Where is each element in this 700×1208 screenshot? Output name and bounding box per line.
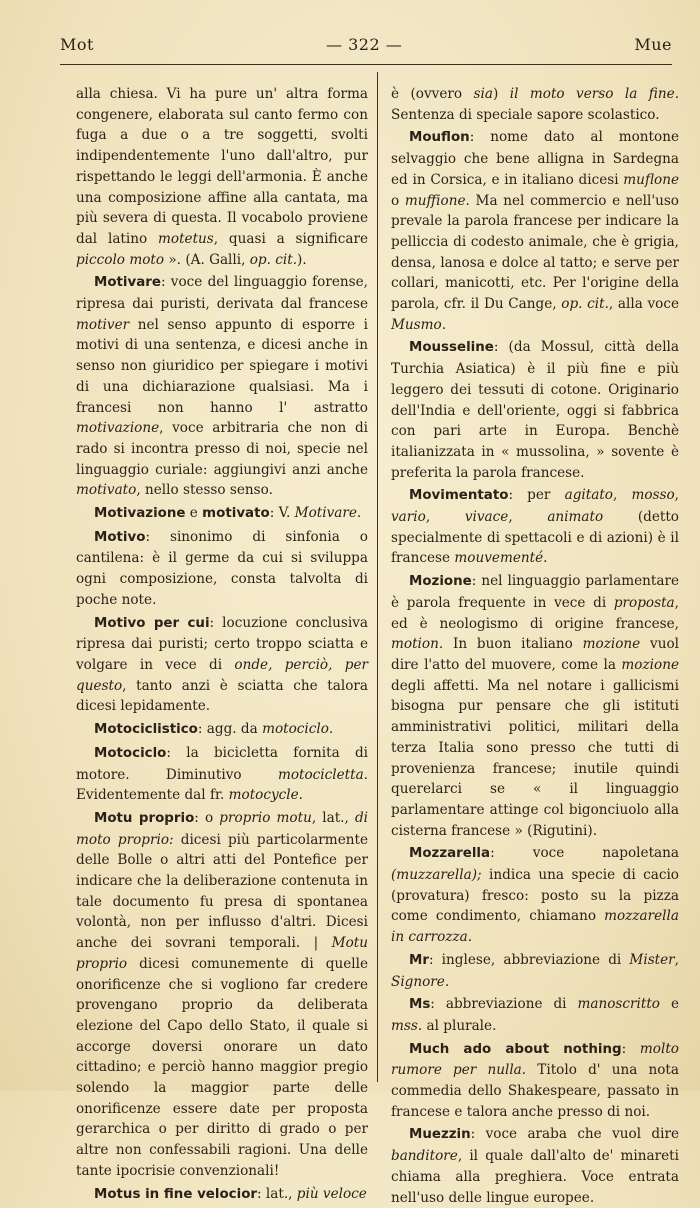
entry-text: ). bbox=[297, 251, 307, 268]
entry-text: : la bicicletta fornita di motore. Diminutivo bbox=[76, 744, 368, 783]
entry-text: : V. bbox=[269, 505, 295, 522]
entry-text: : o bbox=[194, 809, 220, 826]
dictionary-entry bbox=[76, 1184, 368, 1206]
dictionary-entry bbox=[391, 950, 679, 992]
italic-term: più veloce bbox=[296, 1185, 367, 1202]
italic-term: muflone bbox=[623, 171, 679, 188]
entry-text: ». (A. Galli, bbox=[164, 251, 250, 268]
italic-term: Musmo bbox=[391, 316, 442, 333]
entry-text: . bbox=[543, 550, 548, 567]
header-rule bbox=[60, 64, 672, 65]
entry-headword: Much ado about nothing bbox=[409, 1041, 622, 1057]
dictionary-entry bbox=[76, 503, 368, 525]
italic-term: motiver bbox=[76, 316, 130, 333]
dictionary-entry bbox=[391, 1039, 679, 1123]
italic-term: banditore bbox=[391, 1148, 458, 1165]
italic-term: agitato bbox=[564, 487, 613, 504]
italic-term: manoscritto bbox=[577, 996, 660, 1013]
entry-text: . Evidentemente dal fr. bbox=[76, 766, 368, 804]
header-right-guideword: Mue bbox=[634, 34, 672, 54]
italic-term: motion bbox=[391, 636, 439, 653]
italic-term: motociclo bbox=[262, 721, 329, 738]
entry-text: . bbox=[467, 929, 473, 946]
italic-term: Motivare bbox=[294, 505, 357, 522]
italic-term: proprio motu bbox=[219, 809, 312, 826]
entry-headword: Muezzin bbox=[409, 1127, 471, 1143]
entry-text: : abbreviazione di bbox=[430, 996, 578, 1013]
italic-term: vivace bbox=[464, 509, 509, 526]
entry-text: al plurale. bbox=[422, 1017, 497, 1034]
italic-term: piccolo moto bbox=[76, 251, 165, 268]
entry-headword: Mozzarella bbox=[409, 846, 491, 862]
italic-term: Mister bbox=[629, 951, 675, 968]
entry-headword: Mousseline bbox=[409, 340, 494, 356]
italic-term: motocicletta bbox=[277, 766, 364, 783]
entry-text: e bbox=[185, 505, 203, 522]
entry-headword: Motivo per cui bbox=[94, 615, 210, 631]
dictionary-entry bbox=[391, 337, 679, 483]
entry-text: : voce del linguaggio forense, ripresa dai puristi, derivata dal francese bbox=[76, 274, 368, 313]
entry-text: : sinonimo di sinfonia o cantilena: è il germe da cui si sviluppa ogni composizione, consta talvolta di poche note. bbox=[76, 528, 368, 608]
italic-term: op. cit. bbox=[561, 296, 609, 313]
dictionary-entry bbox=[76, 743, 368, 806]
entry-text: , bbox=[674, 487, 679, 504]
entry-headword: Mr bbox=[409, 952, 429, 968]
entry-text: è (ovvero bbox=[391, 86, 474, 102]
entry-text: : bbox=[621, 1040, 640, 1057]
italic-term: motocycle bbox=[228, 787, 299, 804]
italic-term: mosso bbox=[631, 487, 675, 504]
italic-term: mozione bbox=[621, 656, 679, 673]
entry-text: , bbox=[674, 951, 679, 968]
italic-term: Signore bbox=[391, 973, 445, 990]
entry-text: vuol dire l'atto del muovere, come la bbox=[391, 636, 679, 673]
italic-term: mozione bbox=[582, 636, 641, 653]
dictionary-entry bbox=[391, 571, 679, 841]
italic-term: motetus bbox=[158, 230, 214, 247]
italic-term: mss. bbox=[391, 1017, 423, 1034]
entry-text: : voce napoletana bbox=[490, 845, 679, 862]
entry-text: : nome dato al montone selvaggio che bene alligna in Sardegna ed in Corsica, e in italiano dicesi bbox=[391, 129, 679, 188]
entry-text: : agg. da bbox=[197, 721, 263, 738]
italic-term: mozzarella in carrozza bbox=[391, 908, 679, 946]
continued-text bbox=[76, 84, 368, 270]
entry-text: , quasi a significare bbox=[213, 230, 369, 247]
entry-text: indica una specie di cacio (provatura) fresco: posto su la pizza come condimento, chiamano bbox=[391, 867, 679, 925]
italic-term: op. cit. bbox=[249, 251, 298, 268]
entry-text: dicesi comunemente di quelle onorificenze che si vogliono far credere provengano proprio da deliberata elezione del Capo dello Stato, il quale si accorge doversi onorare un dato cittadino; e perciò hanno maggior pregio solendo la maggior parte delle onorificenze essere date per proposta gerarchica o per diritto di grado o per altre non confessabili ragioni. Una delle tante ipocrisie convenzionali! bbox=[76, 955, 368, 1179]
italic-term: animato bbox=[547, 509, 604, 526]
dictionary-entry bbox=[391, 1124, 679, 1208]
entry-text: . bbox=[298, 787, 303, 804]
column-divider bbox=[377, 72, 378, 1082]
italic-term: motivazione bbox=[76, 420, 160, 437]
entry-headword: Ms bbox=[409, 997, 431, 1013]
entry-text: dicesi più particolarmente delle Bolle o altri atti del Pontefice per indicare che la deliberazione contenuta in tale documento fu presa di spontanea volontà, non per influsso d'altri. Dicesi anche dei sovrani temporali. | bbox=[76, 831, 368, 952]
italic-term: molto rumore per nulla bbox=[391, 1040, 679, 1079]
italic-term: mouvementé bbox=[454, 550, 544, 567]
entry-text: (detto specialmente di spettacoli e di azioni) è il francese bbox=[391, 509, 679, 567]
italic-term: motivato bbox=[76, 482, 137, 499]
entry-text: : voce araba che vuol dire bbox=[470, 1126, 679, 1143]
dictionary-entry bbox=[391, 994, 679, 1036]
running-header bbox=[60, 32, 672, 56]
entry-headword: Movimentato bbox=[409, 488, 509, 504]
entry-text: nel senso appunto di esporre i motivi di una sentenza, e dicesi anche in senso non giuridico per spiegare i motivi di una dichiarazione qualsiasi. Ma i francesi non hanno l' astratto bbox=[76, 316, 368, 416]
entry-text: , lat., bbox=[311, 809, 355, 826]
dictionary-entry bbox=[391, 843, 679, 948]
italic-term: (muzzarella); bbox=[391, 867, 482, 884]
entry-text: : per bbox=[508, 487, 565, 504]
entry-text: . bbox=[441, 316, 447, 333]
entry-text: o bbox=[391, 192, 405, 209]
right-column bbox=[391, 84, 679, 1208]
entry-text: : lat., bbox=[257, 1185, 297, 1202]
italic-term: vario bbox=[391, 509, 426, 526]
dictionary-entry bbox=[391, 485, 679, 569]
entry-text: e bbox=[659, 996, 679, 1013]
entry-headword: motivato bbox=[202, 506, 270, 522]
dictionary-entry bbox=[76, 808, 368, 1182]
entry-text: . bbox=[328, 721, 334, 738]
dictionary-entry bbox=[76, 719, 368, 741]
entry-text: . bbox=[356, 505, 362, 522]
dictionary-entry bbox=[76, 613, 368, 718]
italic-term: proposta bbox=[613, 594, 675, 611]
entry-text: alla chiesa. Vi ha pure un' altra forma congenere, elaborata sul canto fermo con fuga a due o a tre soggetti, svolti indipendentemente l'uno dall'altro, pur rispettando le leggi dell'armonia. È anche una composizione affine alla cantata, ma più severa di questa. Il vocabolo proviene dal latino bbox=[76, 86, 368, 247]
italic-term: sia bbox=[473, 86, 493, 102]
entry-headword: Motus in fine velocior bbox=[94, 1186, 258, 1202]
entry-text: . bbox=[444, 973, 450, 990]
entry-headword: Motivare bbox=[94, 275, 161, 291]
entry-headword: Motociclo bbox=[94, 745, 167, 761]
entry-text: . Titolo d' una nota commedia dello Shakespeare, passato in francese e talora anche presso di noi. bbox=[391, 1062, 679, 1120]
entry-headword: Motociclistico bbox=[94, 722, 198, 738]
entry-text: degli affetti. Ma nel notare i gallicismi bisogna pur pensare che gli istituti amministrativi politici, militari della terza Italia sono presso che tutti di provenienza francese; inutile quindi querelarci se « il linguaggio parlamentare attinge col bigonciuolo alla cisterna francese » (Rigutini). bbox=[391, 677, 679, 839]
dictionary-entry bbox=[76, 527, 368, 611]
italic-term: il moto verso la fine bbox=[509, 86, 675, 102]
italic-term: di moto proprio: bbox=[76, 809, 368, 848]
entry-headword: Motivo bbox=[94, 529, 146, 545]
entry-headword: Motu proprio bbox=[94, 810, 195, 826]
entry-text: . Ma nel commercio e nell'uso prevale la parola francese per indicare la pelliccia di codesto animale, che è grigia, densa, lanosa e dolce al tatto; e serve per collari, manicotti, etc. Per l'origine della parola, cfr. il Du Cange, bbox=[391, 192, 679, 313]
entry-headword: Mozione bbox=[409, 574, 472, 590]
entry-text: : nel linguaggio parlamentare è parola frequente in vece di bbox=[391, 573, 679, 611]
italic-term: onde, perciò, per questo bbox=[76, 656, 368, 694]
page-number: — 322 — bbox=[326, 34, 403, 54]
entry-text: . Sentenza di speciale sapore scolastico. bbox=[391, 86, 680, 123]
entry-headword: Motivazione bbox=[94, 506, 186, 522]
entry-text: , tanto anzi è sciatta che talora dicesi lepidamente. bbox=[76, 677, 368, 715]
entry-text: , il quale dall'alto de' minareti chiama alla preghiera. Voce entrata nell'uso delle lingue europee. bbox=[391, 1148, 679, 1206]
entry-text: ) bbox=[492, 86, 510, 102]
entry-text: , bbox=[425, 509, 465, 526]
entry-text: , nello stesso senso. bbox=[136, 482, 273, 499]
entry-headword: Mouflon bbox=[409, 130, 470, 146]
entry-text: : locuzione conclusiva ripresa dai puristi; certo troppo sciatta e volgare in vece di bbox=[76, 614, 368, 673]
entry-text: , ed è neologismo di origine francese, bbox=[391, 594, 679, 632]
entry-text: , bbox=[508, 509, 548, 526]
entry-text: : inglese, abbreviazione di bbox=[428, 951, 630, 968]
left-column bbox=[76, 84, 368, 1205]
entry-text: : (da Mossul, città della Turchia Asiatica) è il più fine e più leggero dei tessuti di cotone. Originario dell'India e dell'oriente, oggi si fabbrica con pari arte in Europa. Benchè italianizzata in « mussolina, » sovente è preferita la parola francese. bbox=[391, 339, 679, 481]
italic-term: muffione bbox=[404, 192, 466, 209]
entry-text: . In buon italiano bbox=[438, 636, 583, 653]
entry-text: , bbox=[612, 487, 632, 504]
entry-text: , voce arbitraria che non di rado si incontra presso di noi, specie nel linguaggio curiale: aggiungivi anzi anche bbox=[76, 420, 368, 478]
continued-text bbox=[391, 84, 679, 125]
entry-text: , alla voce bbox=[608, 296, 679, 313]
italic-term: Motu proprio bbox=[76, 935, 368, 972]
header-left-guideword: Mot bbox=[60, 34, 94, 54]
dictionary-entry bbox=[76, 272, 368, 501]
dictionary-entry bbox=[391, 127, 679, 335]
